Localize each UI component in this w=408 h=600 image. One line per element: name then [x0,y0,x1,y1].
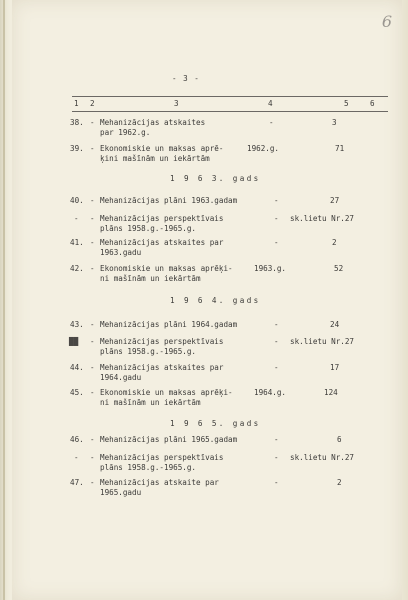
row-pages: 24 [330,320,340,329]
row-title-line1: Mehanizācijas perspektīvais [100,337,224,346]
row-title-line1: Mehanizācijas plāni 1963.gadam [100,196,238,205]
row-title-line2: plāns 1958.g.-1965.g. [100,347,197,356]
row-dash: - [90,214,95,223]
row-pages: 2 [337,478,342,487]
row-pages: 6 [337,435,342,444]
row-year: 1963.g. [254,264,287,273]
row-title-line2: plāns 1958.g.-1965.g. [100,463,197,472]
row-number: 38. [70,118,84,127]
row-mark: - [274,363,279,372]
row-mark: - [274,238,279,247]
row-title-line1: Ekonomiskie un maksas aprēķi- [100,388,233,397]
row-mark: - [274,478,279,487]
header-col-5: 5 [344,99,349,108]
row-dash: - [90,388,95,397]
row-reference: sk.lietu Nr.27 [290,214,355,223]
row-dash: - [90,337,95,346]
row-title-line2: plāns 1958.g.-1965.g. [100,224,197,233]
row-number: 40. [70,196,84,205]
row-title-line1: Ekonomiskie un maksas aprēķi- [100,264,233,273]
row-reference: sk.lietu Nr.27 [290,337,355,346]
row-dash: - [90,238,95,247]
row-title-line2: par 1962.g. [100,128,151,137]
row-title-line2: ķini mašīnām un iekārtām [100,154,210,163]
row-mark: - [274,435,279,444]
row-year: 1962.g. [247,144,280,153]
row-pages: 71 [335,144,345,153]
row-title-line2: 1964.gadu [100,373,142,382]
row-title-line1: Mehanizācijas perspektīvais [100,453,224,462]
row-mark: - [274,453,279,462]
row-title-line2: 1963.gadu [100,248,142,257]
row-title-line2: ni mašīnām un iekārtām [100,274,201,283]
table-header [72,96,388,112]
row-pages: 124 [324,388,338,397]
row-title-line1: Mehanizācijas atskaites [100,118,206,127]
row-number: - [74,453,79,462]
row-title-line2: 1965.gadu [100,488,142,497]
row-title-line1: Mehanizācijas atskaites par [100,238,224,247]
row-number: 41. [70,238,84,247]
row-number: 42. [70,264,84,273]
section-heading-1964: 1 9 6 4. gads [170,296,261,305]
row-dash: - [90,196,95,205]
row-number: 47. [70,478,84,487]
row-dash: - [90,478,95,487]
row-pages: 52 [334,264,344,273]
row-mark: - [274,214,279,223]
overstruck-number-mark: ██ [69,337,79,346]
row-mark: - [274,320,279,329]
archive-page-number: 6 [381,12,392,31]
row-title-line1: Mehanizācijas atskaites par [100,363,224,372]
row-title-line1: Mehanizācijas plāni 1964.gadam [100,320,238,329]
row-title-line1: Mehanizācijas atskaite par [100,478,219,487]
section-heading-1965: 1 9 6 5. gads [170,419,261,428]
row-pages: 2 [332,238,337,247]
header-col-2: 2 [90,99,95,108]
row-dash: - [90,264,95,273]
row-title-line1: Mehanizācijas plāni 1965.gadam [100,435,238,444]
row-title-line2: ni mašīnām un iekārtām [100,398,201,407]
header-col-1: 1 [74,99,79,108]
row-pages: 27 [330,196,340,205]
row-mark: - [274,196,279,205]
row-number: - [74,214,79,223]
row-number: 46. [70,435,84,444]
row-number: 39. [70,144,84,153]
row-number: 45. [70,388,84,397]
row-dash: - [90,435,95,444]
row-dash: - [90,144,95,153]
section-heading-1963: 1 9 6 3. gads [170,174,261,183]
row-pages: 3 [332,118,337,127]
page-number: - 3 - [172,74,200,83]
row-pages: 17 [330,363,340,372]
row-title-line1: Mehanizācijas perspektīvais [100,214,224,223]
header-col-3: 3 [174,99,179,108]
header-col-4: 4 [268,99,273,108]
row-number: 44. [70,363,84,372]
row-title-line1: Ekonomiskie un maksas aprē- [100,144,224,153]
row-dash: - [90,363,95,372]
document-page [12,0,402,600]
binding-edge [3,0,5,600]
header-col-6: 6 [370,99,375,108]
row-number: 43. [70,320,84,329]
row-year: 1964.g. [254,388,287,397]
row-mark: - [269,118,274,127]
row-mark: - [274,337,279,346]
row-reference: sk.lietu Nr.27 [290,453,355,462]
row-dash: - [90,453,95,462]
row-dash: - [90,118,95,127]
row-dash: - [90,320,95,329]
